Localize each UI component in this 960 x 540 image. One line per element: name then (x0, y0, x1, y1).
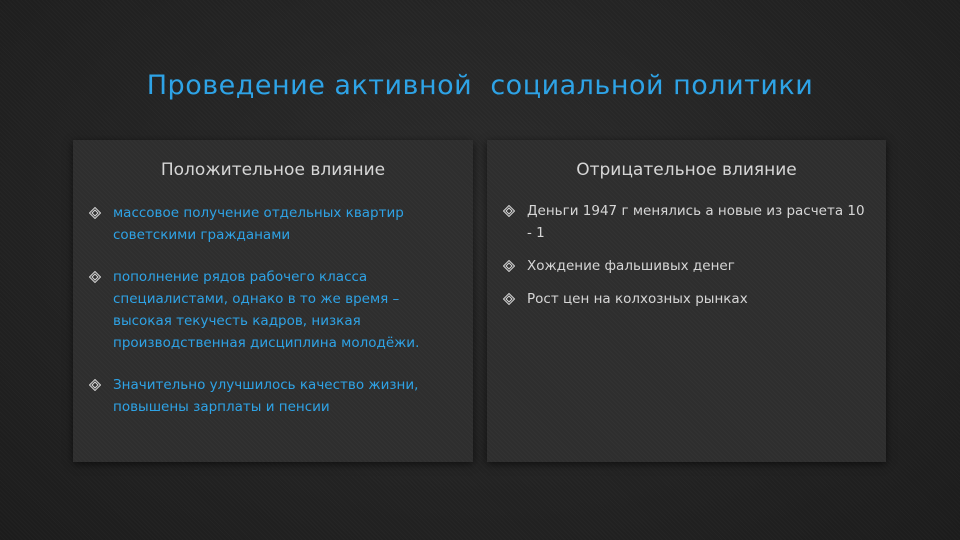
diamond-bullet-icon (89, 379, 101, 391)
list-item-text: Деньги 1947 г менялись а новые из расчета 10 - 1 (527, 203, 865, 241)
slide-title: Проведение активной социальной политики (146, 70, 814, 101)
list-item (503, 255, 868, 277)
diamond-bullet-icon (503, 205, 515, 217)
diamond-bullet-icon (503, 260, 515, 272)
list-item (503, 200, 868, 244)
list-item (89, 202, 455, 246)
list-item-text: пополнение рядов рабочего класса специалистами, однако в то же время – высокая текучесть кадров, низкая производственная дисциплина молодёжи. (113, 269, 420, 351)
negative-influence-list (487, 200, 886, 310)
list-item-text: Рост цен на колхозных рынках (527, 291, 748, 307)
diamond-bullet-icon (89, 207, 101, 219)
list-item (89, 374, 455, 418)
positive-influence-panel (73, 140, 473, 462)
positive-influence-heading: Положительное влияние (160, 160, 386, 180)
negative-influence-panel (487, 140, 886, 462)
list-item (89, 266, 455, 354)
list-item-text: Хождение фальшивых денег (527, 258, 735, 274)
diamond-bullet-icon (503, 293, 515, 305)
list-item-text: массовое получение отдельных квартир советскими гражданами (113, 205, 404, 243)
positive-influence-list (73, 202, 473, 418)
list-item-text: Значительно улучшилось качество жизни, повышены зарплаты и пенсии (113, 377, 419, 415)
negative-influence-heading: Отрицательное влияние (576, 160, 797, 180)
list-item (503, 288, 868, 310)
diamond-bullet-icon (89, 271, 101, 283)
